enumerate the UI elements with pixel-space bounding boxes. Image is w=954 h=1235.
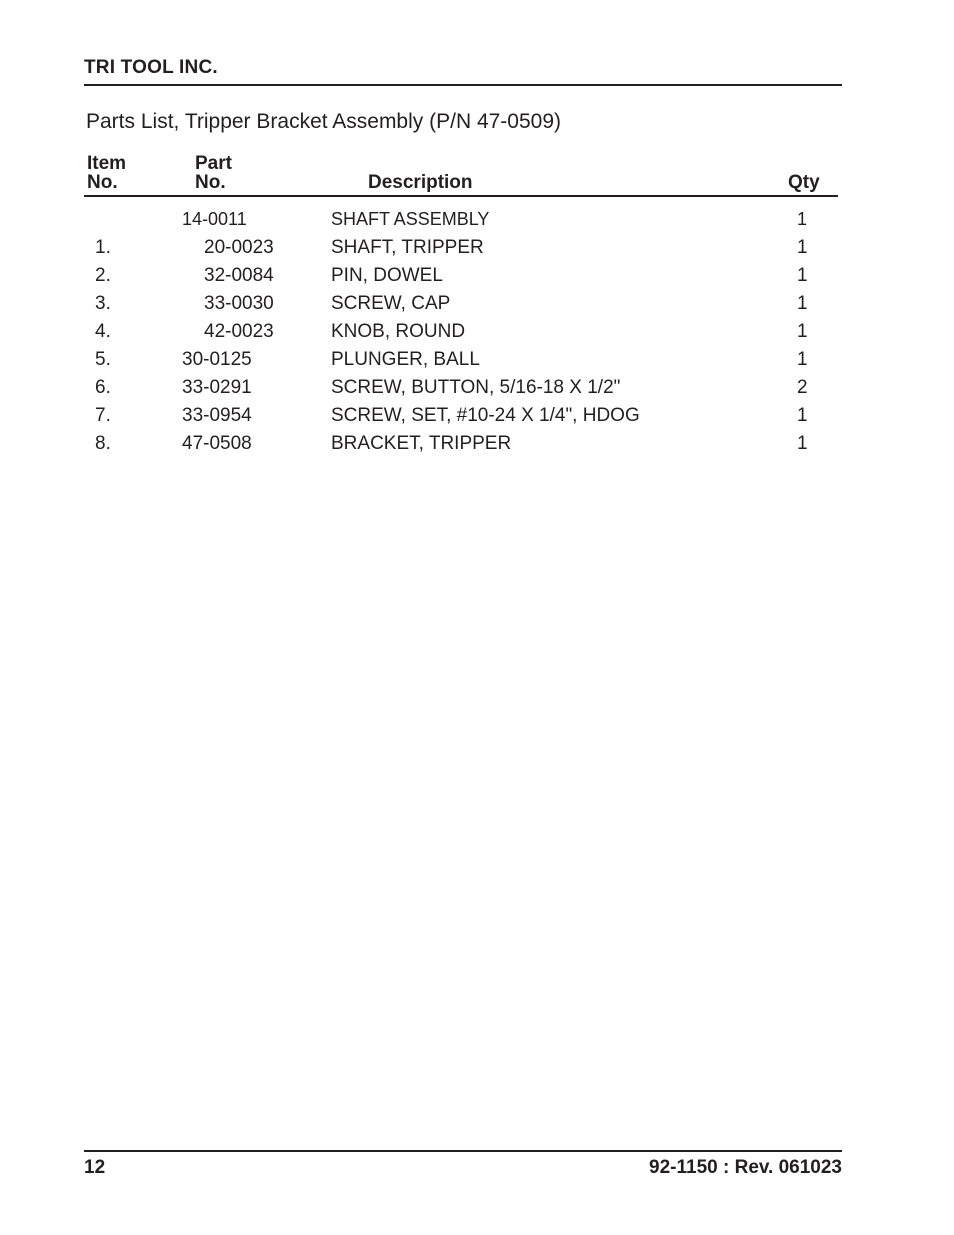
part-no: 33-0954 — [182, 405, 252, 426]
footer-divider — [84, 1150, 842, 1152]
part-qty: 1 — [797, 237, 808, 258]
table-row — [0, 405, 954, 433]
item-no: 7. — [95, 405, 111, 426]
part-description: PLUNGER, BALL — [331, 349, 480, 370]
column-header-part-no — [195, 154, 232, 192]
part-qty: 1 — [797, 349, 808, 370]
part-no: 47-0508 — [182, 433, 252, 454]
table-row — [0, 377, 954, 405]
column-header-item-no — [87, 154, 126, 192]
table-row — [0, 321, 954, 349]
table-header-divider — [84, 195, 838, 197]
column-header-part-line1: Part — [195, 153, 232, 174]
part-no: 33-0291 — [182, 377, 252, 398]
column-header-qty: Qty — [788, 172, 820, 193]
part-description: SHAFT ASSEMBLY — [331, 209, 490, 229]
part-no: 14-0011 — [182, 209, 247, 229]
item-no: 1. — [95, 237, 111, 258]
part-no: 30-0125 — [182, 349, 252, 370]
item-no: 6. — [95, 377, 111, 398]
item-no: 4. — [95, 321, 111, 342]
part-qty: 1 — [797, 321, 808, 342]
table-row — [0, 237, 954, 265]
table-row — [0, 433, 954, 461]
part-qty: 1 — [797, 433, 808, 454]
column-header-item-line2: No. — [87, 172, 118, 193]
part-description: SCREW, CAP — [331, 293, 451, 314]
part-description: SCREW, SET, #10-24 X 1/4", HDOG — [331, 405, 640, 426]
column-header-item-line1: Item — [87, 153, 127, 174]
document-revision: 92-1150 : Rev. 061023 — [649, 1157, 842, 1178]
part-qty: 1 — [797, 405, 808, 426]
part-qty: 2 — [797, 377, 808, 398]
part-description: SHAFT, TRIPPER — [331, 237, 484, 258]
column-header-part-line2: No. — [195, 172, 226, 193]
table-row — [0, 265, 954, 293]
page-title: Parts List, Tripper Bracket Assembly (P/N 47-0509) — [86, 110, 562, 133]
item-no: 5. — [95, 349, 111, 370]
part-qty: 1 — [797, 209, 808, 229]
part-description: SCREW, BUTTON, 5/16-18 X 1/2" — [331, 377, 621, 398]
part-description: PIN, DOWEL — [331, 265, 443, 286]
page-number: 12 — [84, 1157, 106, 1178]
part-no: 32-0084 — [204, 265, 274, 286]
item-no: 3. — [95, 293, 111, 314]
part-description: KNOB, ROUND — [331, 321, 466, 342]
part-description: BRACKET, TRIPPER — [331, 433, 512, 454]
column-header-description: Description — [368, 172, 473, 193]
part-no: 42-0023 — [204, 321, 274, 342]
part-no: 33-0030 — [204, 293, 274, 314]
table-row — [0, 349, 954, 377]
table-row — [0, 293, 954, 321]
item-no: 2. — [95, 265, 111, 286]
company-name: TRI TOOL INC. — [84, 57, 218, 78]
part-qty: 1 — [797, 265, 808, 286]
table-row — [0, 209, 954, 237]
part-qty: 1 — [797, 293, 808, 314]
item-no: 8. — [95, 433, 111, 454]
header-divider — [84, 84, 842, 86]
part-no: 20-0023 — [204, 237, 274, 258]
